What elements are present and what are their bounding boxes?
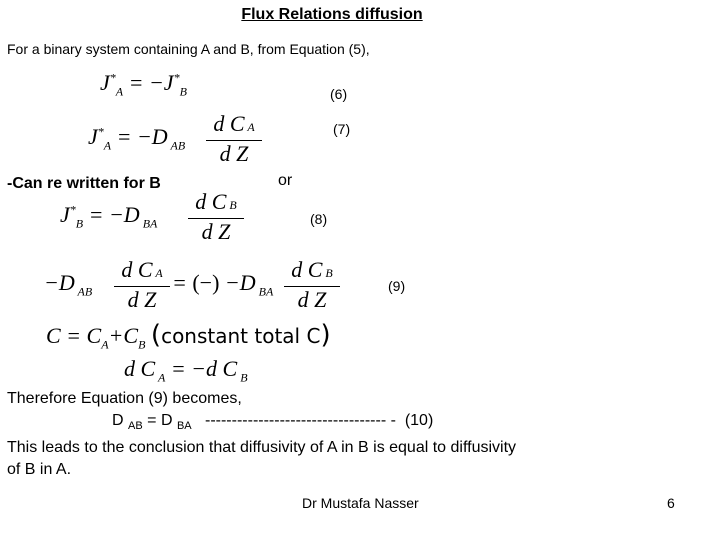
equation-label-8: (8) — [310, 211, 328, 227]
conclusion-block — [7, 388, 527, 481]
conclusion-line-1: Therefore Equation (9) becomes, — [7, 390, 242, 407]
or-text: or — [278, 172, 293, 189]
equation-9-middle: = (−) −D $_{BA}$ — [172, 270, 274, 299]
equation-9-lhs: −D $_{AB}$ — [44, 270, 93, 299]
footer-author: Dr Mustafa Nasser — [302, 495, 419, 511]
equation-7-fraction: d C A d Z — [206, 112, 262, 166]
differential-equation: d C $_A$ = −d C $_B$ — [124, 356, 248, 385]
equation-9-fraction-a: d C A d Z — [114, 258, 170, 312]
intro-text: For a binary system containing A and B, from Equation (5), — [7, 41, 370, 57]
equation-label-6: (6) — [330, 86, 348, 102]
conclusion-equation-10 — [7, 410, 527, 437]
equation-6: $J^*_A = -J^*_B$ — [100, 70, 187, 99]
rewrite-note: -Can re written for B — [7, 175, 161, 192]
equation-8-lhs: $J^*_B = -D$ $_{BA}$ — [60, 202, 158, 231]
total-concentration-equation: $C = C_A+C_B$ (constant total C) — [46, 320, 331, 352]
conclusion-text: This leads to the conclusion that diffusivity of A in B is equal to diffusivity of B in A. — [7, 439, 517, 479]
page-title: Flux Relations diffusion — [241, 6, 423, 23]
page-number: 6 — [667, 495, 675, 511]
equation-number-10: (10) — [404, 412, 434, 429]
constant-note: constant total C — [161, 324, 321, 348]
d-ab-subscript: AB — [128, 420, 143, 433]
equation-9-fraction-b: d C B d Z — [284, 258, 340, 312]
dash-line: ---------------------------------- - — [204, 412, 396, 429]
equals-d: = D — [147, 412, 173, 429]
equation-7-lhs: $J^*_A = -D$ $_{AB}$ — [88, 124, 186, 153]
d-ba-subscript: BA — [176, 420, 192, 433]
equation-8-fraction: d C B d Z — [188, 190, 244, 244]
equation-label-9: (9) — [388, 278, 406, 294]
equation-label-7: (7) — [333, 121, 351, 137]
d-ab: D — [112, 412, 124, 429]
